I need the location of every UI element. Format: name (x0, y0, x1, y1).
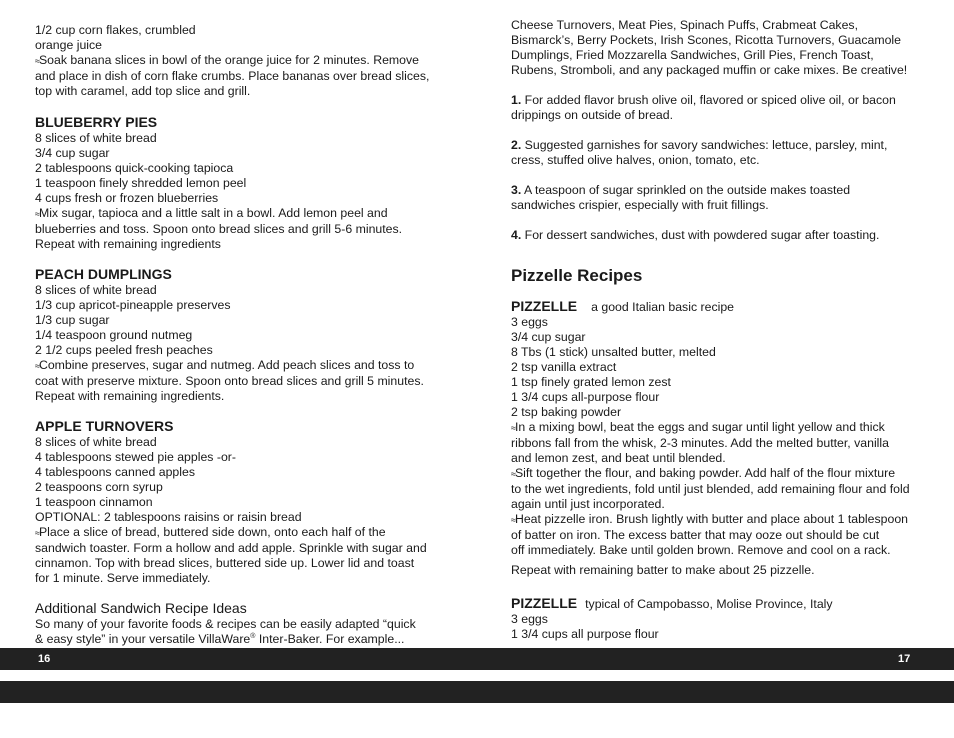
pizzelle-campobasso-recipe (511, 595, 921, 642)
recipe-header (511, 595, 921, 612)
text-line: OPTIONAL: 2 tablespoons raisins or raisin bread (35, 510, 302, 524)
step-marker-icon: ≈ (511, 469, 515, 479)
text-line: So many of your favorite foods & recipes can be easily adapted “quick (35, 617, 416, 631)
text-line: ≈Mix sugar, tapioca and a little salt in a bowl. Add lemon peel and (35, 206, 388, 220)
section-heading: Additional Sandwich Recipe Ideas (35, 600, 247, 616)
registered-mark: ® (250, 632, 256, 640)
section-title: Pizzelle Recipes (511, 266, 643, 285)
text-line: blueberries and toss. Spoon onto bread slices and grill 5-6 minutes. (35, 222, 403, 236)
tip-item: 4. For dessert sandwiches, dust with powdered sugar after toasting. (511, 228, 880, 242)
text-line: cinnamon. Top with bread slices, buttered side up. Lower lid and toast (35, 556, 415, 570)
recipe-title: PEACH DUMPLINGS (35, 266, 172, 282)
bottom-bar (0, 681, 954, 703)
text-line: 1/3 cup sugar (35, 313, 110, 327)
left-page (35, 0, 445, 647)
text-line: coat with preserve mixture. Spoon onto bread slices and grill 5 minutes. (35, 374, 424, 388)
text-line: orange juice (35, 38, 102, 52)
text-line: ≈Heat pizzelle iron. Brush lightly with butter and place about 1 tablespoon (511, 512, 909, 526)
tip-item: 1. For added flavor brush olive oil, flavored or spiced olive oil, or bacon (511, 93, 896, 107)
text-line: ≈Soak banana slices in bowl of the orange juice for 2 minutes. Remove (35, 53, 420, 67)
text-line: 1/4 teaspoon ground nutmeg (35, 328, 193, 342)
text-line: sandwich toaster. Form a hollow and add apple. Sprinkle with sugar and (35, 541, 427, 555)
text-line: sandwiches crispier, especially with fruit fillings. (511, 198, 769, 212)
step-marker-icon: ≈ (511, 515, 515, 525)
text-line: 1 3/4 cups all purpose flour (511, 627, 659, 641)
text-line: ≈Place a slice of bread, buttered side down, onto each half of the (35, 525, 386, 539)
tip-item: 2. Suggested garnishes for savory sandwiches: lettuce, parsley, mint, (511, 138, 888, 152)
text-line: ≈In a mixing bowl, beat the eggs and sugar until light yellow and thick (511, 420, 885, 434)
text-line: 4 cups fresh or frozen blueberries (35, 191, 219, 205)
blueberry-pies-recipe (35, 114, 445, 252)
text-line: 2 tsp vanilla extract (511, 360, 617, 374)
text-line: 1 teaspoon finely shredded lemon peel (35, 176, 247, 190)
additional-ideas (35, 600, 445, 647)
text-line: 4 tablespoons stewed pie apples -or- (35, 450, 236, 464)
text-line: 8 slices of white bread (35, 131, 157, 145)
right-page (511, 0, 921, 642)
text-line: 1/2 cup corn flakes, crumbled (35, 23, 196, 37)
recipe-subtitle: a good Italian basic recipe (591, 300, 734, 314)
text-line: ≈Combine preserves, sugar and nutmeg. Add peach slices and toss to (35, 358, 415, 372)
recipe-title: PIZZELLE (511, 298, 578, 314)
text-line: 1 tsp finely grated lemon zest (511, 375, 671, 389)
step-marker-icon: ≈ (511, 423, 515, 433)
text-line: 3 eggs (511, 315, 548, 329)
text-line: for 1 minute. Serve immediately. (35, 571, 211, 585)
text-line: and lemon zest, and beat until blended. (511, 451, 726, 465)
text-line: cress, stuffed olive halves, onion, tomato, etc. (511, 153, 760, 167)
step-marker-icon: ≈ (35, 361, 39, 371)
text-line: 2 tablespoons quick-cooking tapioca (35, 161, 234, 175)
step-marker-icon: ≈ (35, 209, 39, 219)
text-line: & easy style” in your versatile VillaWare® Inter-Baker. For example... (35, 632, 405, 646)
text-line: off immediately. Bake until golden brown. Remove and cool on a rack. (511, 543, 891, 557)
tips-list (511, 78, 921, 243)
step-marker-icon: ≈ (35, 56, 39, 66)
text-line: to the wet ingredients, fold until just blended, add remaining flour and fold (511, 482, 910, 496)
text-line: 3 eggs (511, 612, 548, 626)
text-line: 2 1/2 cups peeled fresh peaches (35, 343, 213, 357)
text-line: Bismarck’s, Berry Pockets, Irish Scones, Ricotta Turnovers, Guacamole (511, 33, 901, 47)
recipe-title: PIZZELLE (511, 595, 578, 611)
text-line: Repeat with remaining ingredients (35, 237, 221, 251)
recipe-header (511, 298, 921, 315)
text-line: ≈Sift together the flour, and baking powder. Add half of the flour mixture (511, 466, 896, 480)
page-number-left: 16 (38, 653, 51, 665)
text-line: 1 3/4 cups all-purpose flour (511, 390, 660, 404)
text-line: Dumplings, Fried Mozzarella Sandwiches, Grill Pies, French Toast, (511, 48, 874, 62)
banana-recipe-continued (35, 23, 445, 99)
text-line: 3/4 cup sugar (35, 146, 110, 160)
text-line: 8 slices of white bread (35, 435, 157, 449)
text-line: 1/3 cup apricot-pineapple preserves (35, 298, 231, 312)
text-line: 1 teaspoon cinnamon (35, 495, 153, 509)
text-line: 2 tsp baking powder (511, 405, 622, 419)
pizzelle-basic-recipe (511, 298, 921, 578)
footer-bar (0, 648, 954, 670)
text-line: of batter on iron. The excess batter that may ooze out should be cut (511, 528, 880, 542)
text-line: 3/4 cup sugar (511, 330, 586, 344)
text-line: 8 Tbs (1 stick) unsalted butter, melted (511, 345, 716, 359)
page-number-right: 17 (898, 653, 911, 665)
apple-turnovers-recipe (35, 418, 445, 586)
peach-dumplings-recipe (35, 266, 445, 404)
text-line: 8 slices of white bread (35, 283, 157, 297)
text-line: drippings on outside of bread. (511, 108, 674, 122)
text-line: Repeat with remaining ingredients. (35, 389, 225, 403)
recipe-title: APPLE TURNOVERS (35, 418, 174, 434)
text-line: and place in dish of corn flake crumbs. Place bananas over bread slices, (35, 69, 430, 83)
text-line: again until just incorporated. (511, 497, 665, 511)
step-marker-icon: ≈ (35, 528, 39, 538)
text-line: 2 teaspoons corn syrup (35, 480, 163, 494)
recipe-subtitle: typical of Campobasso, Molise Province, Italy (585, 597, 833, 611)
text-line: 4 tablespoons canned apples (35, 465, 195, 479)
text-line: ribbons fall from the whisk, 2-3 minutes. Add the melted butter, vanilla (511, 436, 889, 450)
text-line: Cheese Turnovers, Meat Pies, Spinach Puffs, Crabmeat Cakes, (511, 18, 858, 32)
text-line: Rubens, Stromboli, and any packaged muffin or cake mixes. Be creative! (511, 63, 908, 77)
ideas-list (511, 18, 921, 78)
tip-item: 3. A teaspoon of sugar sprinkled on the outside makes toasted (511, 183, 851, 197)
text-line: Repeat with remaining batter to make about 25 pizzelle. (511, 563, 815, 577)
recipe-title: BLUEBERRY PIES (35, 114, 158, 130)
text-line: top with caramel, add top slice and grill. (35, 84, 251, 98)
